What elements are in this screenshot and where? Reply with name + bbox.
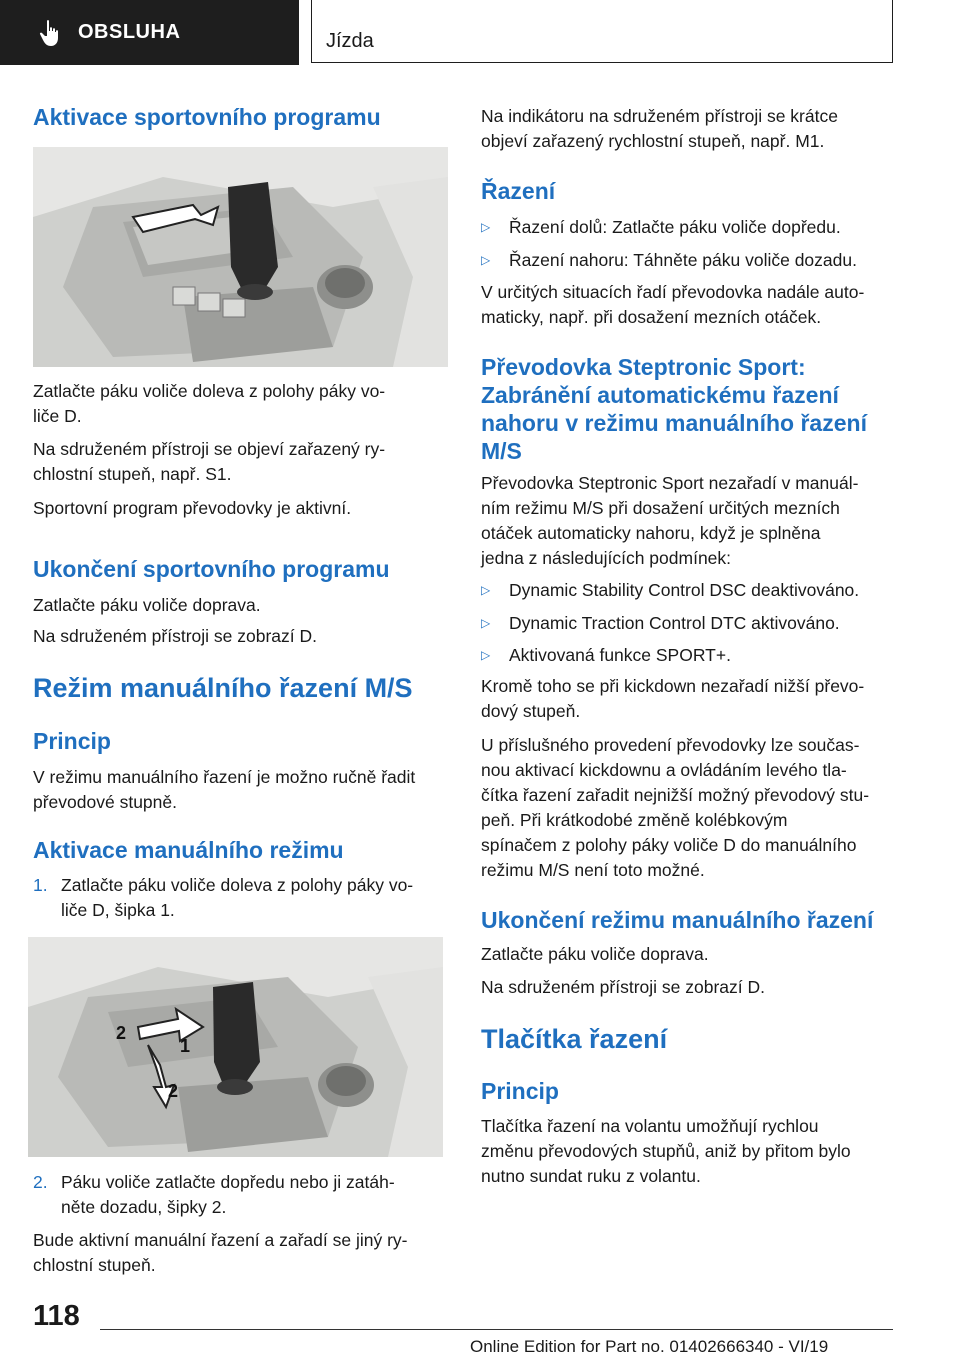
gear-selector-illustration: [28, 937, 443, 1157]
paragraph: Zatlačte páku voliče doprava.: [481, 944, 709, 964]
arrow-label-2: 2: [116, 1023, 127, 1043]
footer-divider: [100, 1329, 893, 1330]
heading-razeni: Řazení: [481, 178, 556, 204]
paragraph: Na sdruženém přístroji se objeví zařazený ry- chlostní stupeň, např. S1.: [33, 439, 386, 484]
arrow-label-2b: 2: [168, 1081, 179, 1101]
edition-note: Online Edition for Part no. 01402666340 - VI/19: [470, 1337, 829, 1356]
paragraph: Sportovní program převodovky je aktivní.: [33, 498, 352, 518]
heading-princip: Princip: [481, 1078, 559, 1104]
heading-shift-paddles: Tlačítka řazení: [481, 1024, 668, 1054]
list-item: ▷ Dynamic Traction Control DTC aktivováno.: [481, 613, 840, 633]
paragraph: Tlačítka řazení na volantu umožňují rychlou změnu převodových stupňů, aniž by přitom bylo nutno sundat ruku z volantu.: [481, 1116, 851, 1186]
paragraph: V režimu manuálního řazení je možno ručně řadit převodové stupně.: [33, 767, 416, 812]
chapter-header: [311, 0, 893, 63]
gear-selector-illustration: [33, 147, 448, 367]
paragraph: Převodovka Steptronic Sport nezařadí v manuál- ním režimu M/S při dosažení určitých mezních otáček automaticky nahoru, když je splněna jedna z následujících podmínek:: [481, 473, 859, 568]
paragraph: Na sdruženém přístroji se zobrazí D.: [481, 977, 765, 997]
numbered-step: 2. Páku voliče zatlačte dopředu nebo ji zatáh- něte dozadu, šipky 2.: [33, 1172, 395, 1217]
pointing-hand-icon: [38, 19, 62, 47]
heading-manual-on: Aktivace manuálního režimu: [33, 837, 344, 863]
paragraph: Na sdruženém přístroji se zobrazí D.: [33, 626, 317, 646]
heading-sport-on: Aktivace sportovního programu: [33, 104, 381, 130]
list-item: ▷ Dynamic Stability Control DSC deaktivováno.: [481, 580, 860, 600]
gear-selector-photo-manual: [28, 937, 443, 1157]
paragraph: U příslušného provedení převodovky lze součas- nou aktivací kickdownu a ovládáním levého tla- čítka řazení zařadit nejnižší možný převodový stu- peň. Při krátkodobé změně kolébkovým spínačem z polohy páky voliče D do manuálního režimu M/S není toto možné.: [481, 735, 870, 880]
paragraph: Zatlačte páku voliče doprava.: [33, 595, 261, 615]
list-item: ▷ Aktivovaná funkce SPORT+.: [481, 645, 731, 665]
section-tab: [0, 0, 299, 65]
arrow-label-1: 1: [180, 1036, 191, 1056]
heading-princip: Princip: [33, 728, 111, 754]
page-number: 118: [33, 1300, 80, 1332]
paragraph: Bude aktivní manuální řazení a zařadí se jiný ry- chlostní stupeň.: [33, 1230, 408, 1275]
heading-sport-off: Ukončení sportovního programu: [33, 556, 390, 582]
paragraph: Na indikátoru na sdruženém přístroji se krátce objeví zařazený rychlostní stupeň, např. M1.: [481, 106, 838, 151]
heading-manual-off: Ukončení režimu manuálního řazení: [481, 907, 874, 933]
heading-manual-mode: Režim manuálního řazení M/S: [33, 673, 413, 703]
section-label: OBSLUHA: [78, 21, 181, 43]
paragraph: Kromě toho se při kickdown nezařadí nižší převo- dový stupeň.: [481, 676, 865, 721]
paragraph: Zatlačte páku voliče doleva z polohy páky vo- liče D.: [33, 381, 386, 426]
chapter-title: Jízda: [326, 30, 374, 52]
numbered-step: 1. Zatlačte páku voliče doleva z polohy páky vo- liče D, šipka 1.: [33, 875, 414, 920]
paragraph: V určitých situacích řadí převodovka nadále auto- maticky, např. při dosažení mezních otáček.: [481, 282, 865, 327]
heading-steptronic: Převodovka Steptronic Sport: Zabránění automatickému řazení nahoru v režimu manuálního řazení M/S: [481, 354, 867, 464]
list-item: ▷ Řazení dolů: Zatlačte páku voliče dopředu.: [481, 217, 841, 237]
gear-selector-photo-sport: [33, 147, 448, 367]
list-item: ▷ Řazení nahoru: Táhněte páku voliče dozadu.: [481, 250, 857, 270]
